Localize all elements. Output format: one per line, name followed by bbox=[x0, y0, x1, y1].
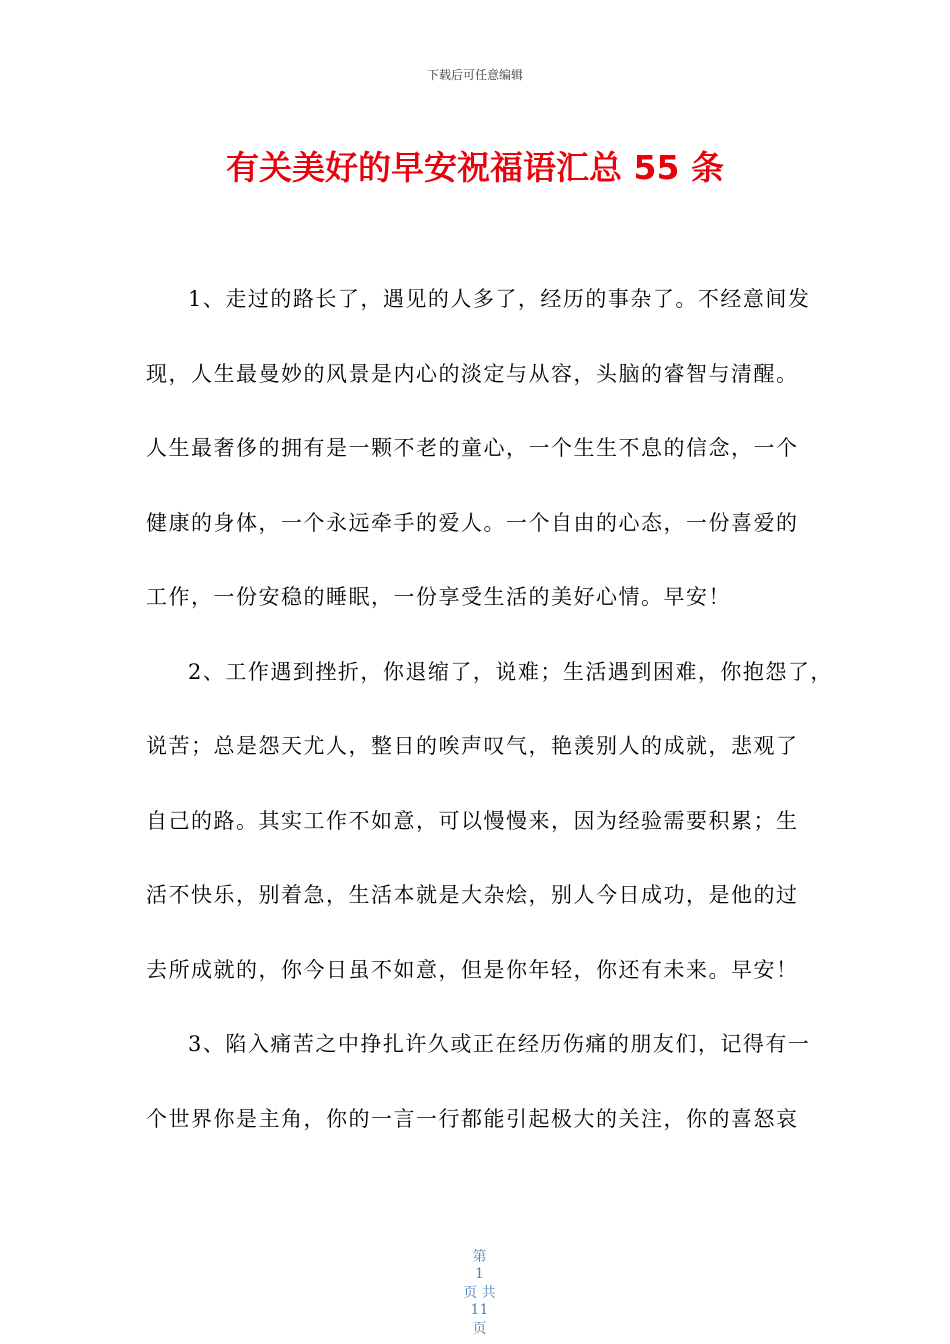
body-line: 活不快乐，别着急，生活本就是大杂烩，别人今日成功，是他的过 bbox=[146, 883, 799, 907]
body-line: 3、陷入痛苦之中挣扎许久或正在经历伤痛的朋友们，记得有一 bbox=[188, 1032, 811, 1056]
footer-page-middle: 页 共 bbox=[463, 1285, 496, 1301]
document-title: 有关美好的早安祝福语汇总 55 条 bbox=[226, 148, 724, 187]
body-line: 工作，一份安稳的睡眠，一份享受生活的美好心情。早安！ bbox=[146, 585, 731, 609]
body-line: 去所成就的，你今日虽不如意，但是你年轻，你还有未来。早安！ bbox=[146, 957, 799, 982]
body-line: 2、工作遇到挫折，你退缩了，说难；生活遇到困难，你抱怨了， bbox=[188, 659, 833, 684]
body-line: 自己的路。其实工作不如意，可以慢慢来，因为经验需要积累；生 bbox=[146, 808, 799, 833]
body-line: 现，人生最曼妙的风景是内心的淡定与从容，头脑的睿智与清醒。 bbox=[146, 361, 799, 386]
footer-total-pages: 11 bbox=[470, 1302, 489, 1318]
document-body bbox=[146, 280, 833, 1174]
body-line: 1、走过的路长了，遇见的人多了，经历的事杂了。不经意间发 bbox=[188, 287, 811, 311]
footer-page-prefix: 第 bbox=[472, 1249, 487, 1265]
footer-page-suffix: 页 bbox=[472, 1321, 487, 1337]
body-line: 健康的身体，一个永远牵手的爱人。一个自由的心态，一份喜爱的 bbox=[146, 510, 799, 535]
body-line: 个世界你是主角，你的一言一行都能引起极大的关注，你的喜怒哀 bbox=[146, 1106, 799, 1131]
page-footer bbox=[0, 1230, 950, 1338]
body-line: 人生最奢侈的拥有是一颗不老的童心，一个生生不息的信念，一个 bbox=[146, 436, 799, 460]
body-line: 说苦；总是怨天尤人，整日的唉声叹气，艳羡别人的成就，悲观了 bbox=[146, 734, 799, 758]
footer-page-number: 1 bbox=[474, 1266, 484, 1282]
header-note: 下载后可任意编辑 bbox=[426, 68, 523, 82]
